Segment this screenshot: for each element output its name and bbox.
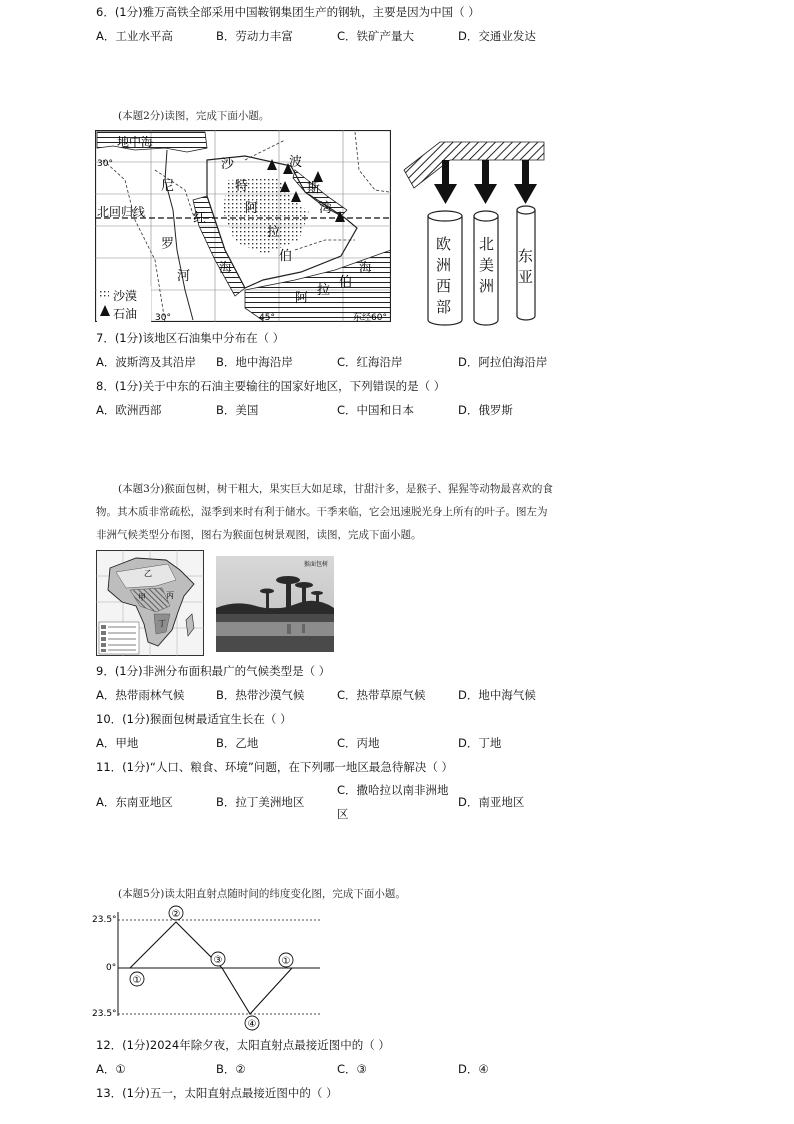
point-2: ② bbox=[171, 909, 181, 920]
point-1-first: ① bbox=[132, 975, 142, 986]
svg-text:斯: 斯 bbox=[307, 181, 321, 196]
svg-text:45°: 45° bbox=[259, 313, 275, 322]
q7-stem: 7．(1分)该地区石油集中分布在（ ） bbox=[96, 331, 285, 345]
point-1-second: ① bbox=[281, 956, 291, 967]
sun-latitude-graph bbox=[90, 904, 330, 1032]
q11-option-c-wrap: 区 bbox=[337, 807, 349, 821]
label-lat30-left: 30° bbox=[97, 159, 113, 169]
africa-climate-map bbox=[96, 550, 204, 656]
q12-option-a[interactable]: A．① bbox=[96, 1062, 126, 1076]
oil-export-diagram bbox=[400, 140, 546, 328]
point-3: ③ bbox=[213, 955, 223, 966]
q9-stem: 9．(1分)非洲分布面积最广的气候类型是（ ） bbox=[96, 664, 331, 678]
y-label-top: 23.5° bbox=[92, 915, 117, 925]
q6-option-a[interactable]: A．工业水平高 bbox=[96, 29, 173, 43]
svg-text:30°: 30° bbox=[155, 313, 171, 322]
middle-east-map bbox=[95, 130, 391, 322]
svg-text:沙漠: 沙漠 bbox=[113, 289, 138, 303]
q8-option-b[interactable]: B．美国 bbox=[216, 403, 259, 417]
africa-label-jia: 甲 bbox=[138, 593, 146, 602]
svg-text:海: 海 bbox=[219, 261, 233, 276]
svg-text:拉: 拉 bbox=[267, 225, 281, 240]
svg-text:石油: 石油 bbox=[113, 307, 138, 321]
q6-stem: 6．(1分)雅万高铁全部采用中国鞍钢集团生产的钢轨，主要是因为中国（ ） bbox=[96, 5, 480, 19]
svg-text:海: 海 bbox=[359, 261, 373, 276]
q10-option-a[interactable]: A．甲地 bbox=[96, 736, 139, 750]
q12-stem: 12．(1分)2024年除夕夜，太阳直射点最接近图中的（ ） bbox=[96, 1038, 390, 1052]
q11-option-c[interactable]: C．撒哈拉以南非洲地 bbox=[337, 783, 449, 797]
label-mediterranean: 地中海 bbox=[117, 135, 154, 149]
svg-text:伯: 伯 bbox=[279, 249, 293, 264]
q12-option-c[interactable]: C．③ bbox=[337, 1062, 367, 1076]
q8-option-c[interactable]: C．中国和日本 bbox=[337, 403, 415, 417]
q7-option-c[interactable]: C．红海沿岸 bbox=[337, 355, 403, 369]
q10-stem: 10．(1分)猴面包树最适宜生长在（ ） bbox=[96, 712, 292, 726]
group2-intro: (本题3分)猴面包树，树干粗大，果实巨大如足球，甘甜汁多，是猴子、猩猩等动物最喜欢的食 物。其木质非常疏松，湿季到来时有利于储水。干季来临，它会迅速脱光身上所有的叶子。图左为 非洲气候类型分布图，图右为猴面包树景观图，读图，完成下面小题。 bbox=[96, 483, 553, 541]
q11-option-a[interactable]: A．东南亚地区 bbox=[96, 795, 173, 809]
africa-label-bing: 丙 bbox=[166, 591, 174, 600]
q13-stem: 13．(1分)五一，太阳直射点最接近图中的（ ） bbox=[96, 1086, 338, 1100]
svg-text:尼: 尼 bbox=[161, 179, 175, 194]
q6-option-b[interactable]: B．劳动力丰富 bbox=[216, 29, 293, 43]
svg-text:特: 特 bbox=[235, 179, 249, 194]
svg-text:沙: 沙 bbox=[221, 157, 235, 172]
svg-text:阿: 阿 bbox=[245, 201, 259, 216]
q6-option-d[interactable]: D．交通业发达 bbox=[458, 29, 536, 43]
svg-text:红: 红 bbox=[193, 211, 207, 226]
q7-option-a[interactable]: A．波斯湾及其沿岸 bbox=[96, 355, 196, 369]
q8-stem: 8．(1分)关于中东的石油主要输往的国家好地区，下列错误的是（ ） bbox=[96, 379, 446, 393]
svg-text:湾: 湾 bbox=[319, 201, 333, 216]
svg-text:阿: 阿 bbox=[295, 291, 309, 306]
group3-intro: (本题5分)读太阳直射点随时间的纬度变化图，完成下面小题。 bbox=[118, 888, 406, 900]
q9-option-d[interactable]: D．地中海气候 bbox=[458, 688, 536, 702]
svg-text:罗: 罗 bbox=[161, 237, 175, 252]
q12-option-b[interactable]: B．② bbox=[216, 1062, 246, 1076]
q9-option-b[interactable]: B．热带沙漠气候 bbox=[216, 688, 305, 702]
svg-text:河: 河 bbox=[177, 269, 191, 284]
q11-option-b[interactable]: B．拉丁美洲地区 bbox=[216, 795, 305, 809]
q7-option-b[interactable]: B．地中海沿岸 bbox=[216, 355, 293, 369]
q6-option-c[interactable]: C．铁矿产量大 bbox=[337, 29, 415, 43]
dest-east-asia: 东亚 bbox=[518, 247, 534, 286]
group1-intro: (本题2分)读图，完成下面小题。 bbox=[118, 110, 270, 122]
photo-caption: 猴面包树 bbox=[304, 561, 329, 568]
africa-label-ding: 丁 bbox=[158, 619, 166, 628]
africa-label-yi: 乙 bbox=[144, 569, 152, 578]
q9-option-a[interactable]: A．热带雨林气候 bbox=[96, 688, 185, 702]
q10-option-c[interactable]: C．丙地 bbox=[337, 736, 380, 750]
q10-option-b[interactable]: B．乙地 bbox=[216, 736, 259, 750]
baobab-photo bbox=[216, 556, 334, 652]
svg-text:波: 波 bbox=[289, 155, 303, 170]
q9-option-c[interactable]: C．热带草原气候 bbox=[337, 688, 426, 702]
q11-stem: 11．(1分)“人口、粮食、环境”问题，在下列哪一地区最急待解决（ ） bbox=[96, 760, 453, 774]
q10-option-d[interactable]: D．丁地 bbox=[458, 736, 502, 750]
q7-option-d[interactable]: D．阿拉伯海沿岸 bbox=[458, 355, 548, 369]
y-label-bottom: 23.5° bbox=[92, 1009, 117, 1019]
svg-text:东经60°: 东经60° bbox=[353, 313, 387, 322]
svg-text:伯: 伯 bbox=[339, 275, 353, 290]
q11-option-d[interactable]: D．南亚地区 bbox=[458, 795, 525, 809]
point-4: ④ bbox=[247, 1019, 257, 1030]
q12-option-d[interactable]: D．④ bbox=[458, 1062, 489, 1076]
q8-option-d[interactable]: D．俄罗斯 bbox=[458, 403, 513, 417]
q8-option-a[interactable]: A．欧洲西部 bbox=[96, 403, 162, 417]
label-tropic: 北回归线 bbox=[97, 205, 146, 219]
dest-western-europe: 欧洲西部 bbox=[436, 235, 452, 316]
dest-north-america: 北美洲 bbox=[479, 235, 495, 295]
y-label-zero: 0° bbox=[106, 963, 117, 973]
svg-text:拉: 拉 bbox=[317, 283, 331, 298]
